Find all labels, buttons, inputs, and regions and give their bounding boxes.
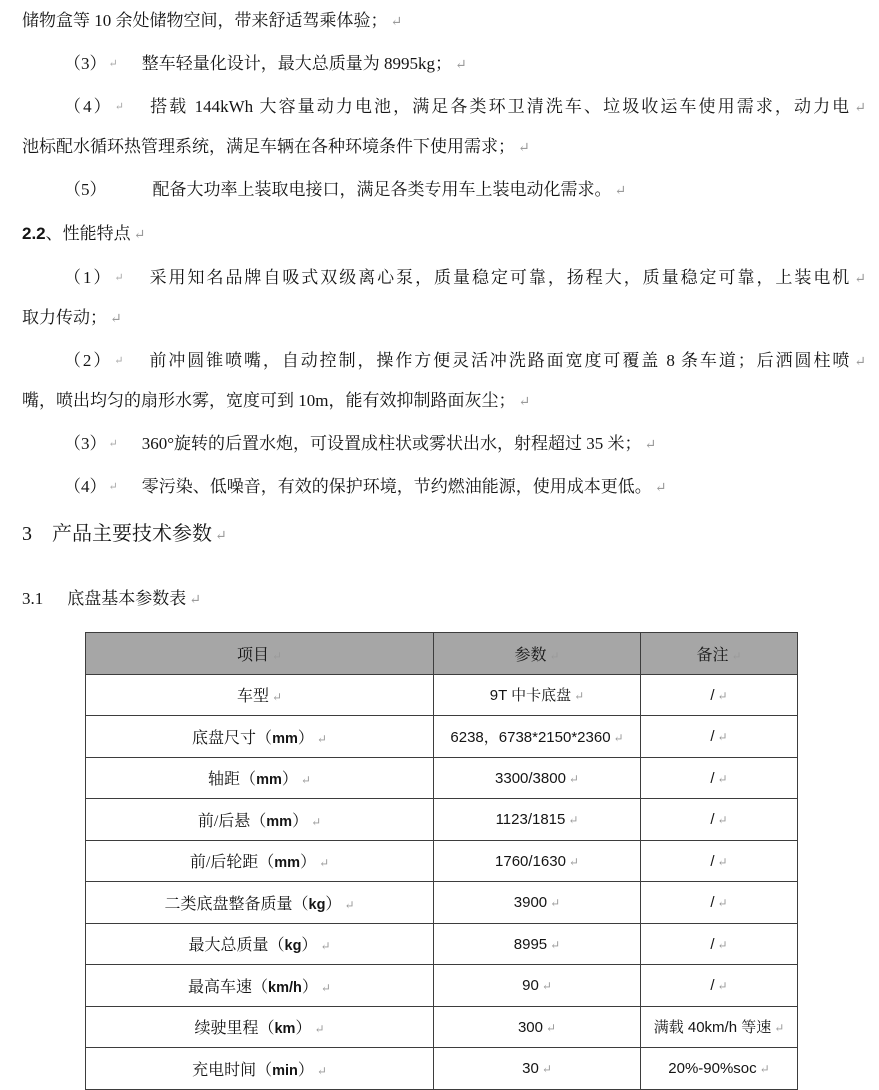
paragraph-storage <box>22 2 866 42</box>
table-row <box>86 882 798 924</box>
tab-mark: ↵ <box>114 272 124 284</box>
paragraph-line <box>22 259 866 299</box>
paragraph-text: 配备大功率上装取电接口，满足各类专用车上装电动化需求。 <box>152 180 612 199</box>
paragraph-text: 前冲圆锥喷嘴，自动控制，操作方便灵活冲洗路面宽度可覆盖 8 条车道；后洒圆柱喷 <box>147 351 852 370</box>
value-text: 6238，6738*2150*2360 <box>450 728 611 746</box>
remark-text: / <box>710 935 715 953</box>
feature-3 <box>22 425 866 465</box>
item-number: （3） <box>64 434 107 453</box>
remark-text: / <box>710 852 715 870</box>
value-cell <box>434 799 641 841</box>
paragraph-line <box>22 342 866 382</box>
table-row <box>86 674 798 716</box>
item-unit: min <box>272 1062 298 1079</box>
tab-mark: ↵ <box>108 481 118 493</box>
remark-text: / <box>710 811 715 829</box>
section-number: 3 <box>22 523 32 545</box>
item-cell <box>86 840 434 882</box>
item-label-close: ） <box>281 771 298 789</box>
value-text: 3900 <box>513 894 548 912</box>
paragraph-mark: ↵ <box>541 1062 552 1077</box>
item-label: 底盘尺寸（ <box>192 729 273 747</box>
item-cell <box>86 799 434 841</box>
paragraph-mark: ↵ <box>717 854 728 869</box>
value-cell <box>434 674 641 716</box>
value-text: 9T 中卡底盘 <box>489 687 572 705</box>
remark-cell <box>641 840 798 882</box>
paragraph-text: 取力传动； <box>22 308 107 327</box>
paragraph-line <box>22 88 866 128</box>
value-cell <box>434 965 641 1007</box>
tab-mark: ↵ <box>114 355 124 367</box>
paragraph-mark: ↵ <box>550 937 561 952</box>
item-label-close: ） <box>297 1061 314 1079</box>
paragraph-mark: ↵ <box>550 896 561 911</box>
section-title: 性能特点 <box>62 224 131 243</box>
section-number: 2.2 <box>22 224 46 243</box>
item-label: 前/后悬（ <box>197 812 267 830</box>
item-unit: km <box>274 1021 296 1038</box>
item-number: （1） <box>64 268 113 287</box>
paragraph-mark: ↵ <box>614 184 627 199</box>
paragraph-mark: ↵ <box>613 730 624 745</box>
table-row <box>86 1006 798 1048</box>
item-number: （5） <box>64 180 107 199</box>
paragraph-text: 搭载 144kWh 大容量动力电池，满足各类环卫清洗车、垃圾收运车使用需求，动力电 <box>148 97 852 116</box>
paragraph-mark: ↵ <box>271 648 283 663</box>
header-label: 备注 <box>696 646 729 664</box>
paragraph-mark: ↵ <box>316 1063 327 1078</box>
paragraph-mark: ↵ <box>568 854 579 869</box>
paragraph-mark: ↵ <box>271 690 283 705</box>
paragraph-mark: ↵ <box>320 939 331 954</box>
item-number: （2） <box>64 351 113 370</box>
table-header-remark <box>641 633 798 675</box>
item-label: 充电时间（ <box>192 1061 273 1079</box>
table-header-item <box>86 633 434 675</box>
value-cell <box>434 716 641 758</box>
value-cell <box>434 840 641 882</box>
paragraph-item-5 <box>22 171 866 211</box>
paragraph-text: 嘴，喷出均匀的扇形水雾，宽度可到 10m，能有效抑制路面灰尘； <box>22 391 516 410</box>
item-cell <box>86 965 434 1007</box>
remark-text: / <box>710 894 715 912</box>
value-text: 3300/3800 <box>495 769 566 787</box>
table-header-param <box>434 633 641 675</box>
remark-text: / <box>710 728 715 746</box>
header-label: 参数 <box>514 646 547 664</box>
line-wrap-mark: ↵ <box>854 355 867 370</box>
remark-text: / <box>710 977 715 995</box>
paragraph-mark: ↵ <box>314 1022 325 1037</box>
value-cell <box>434 1048 641 1090</box>
value-cell <box>434 1006 641 1048</box>
paragraph-mark: ↵ <box>390 15 403 30</box>
paragraph-mark: ↵ <box>518 141 530 156</box>
paragraph-mark: ↵ <box>541 979 552 994</box>
remark-cell <box>641 757 798 799</box>
remark-cell <box>641 1048 798 1090</box>
paragraph-text: 储物盒等 10 余处储物空间，带来舒适驾乘体验； <box>22 11 388 30</box>
table-row <box>86 716 798 758</box>
table-row <box>86 965 798 1007</box>
paragraph-mark: ↵ <box>717 688 728 703</box>
item-label: 最大总质量（ <box>188 937 285 955</box>
paragraph-mark: ↵ <box>774 1021 785 1036</box>
section-heading-2-2 <box>22 214 866 256</box>
paragraph-text: 零污染、低噪音，有效的保护环境，节约燃油能源，使用成本更低。 <box>141 477 652 496</box>
paragraph-mark: ↵ <box>319 856 330 871</box>
item-unit: mm <box>274 855 301 872</box>
paragraph-mark: ↵ <box>731 648 742 663</box>
paragraph-mark: ↵ <box>654 481 667 496</box>
item-label: 最高车速（ <box>188 978 269 996</box>
remark-cell <box>641 799 798 841</box>
feature-1 <box>22 259 866 339</box>
paragraph-mark: ↵ <box>717 979 728 994</box>
line-wrap-mark: ↵ <box>854 272 867 287</box>
item-label-close: ） <box>301 937 318 955</box>
paragraph-mark: ↵ <box>717 730 728 745</box>
remark-cell <box>641 716 798 758</box>
item-label-close: ） <box>325 895 342 913</box>
remark-text: / <box>710 686 715 704</box>
paragraph-item-3 <box>22 45 866 85</box>
feature-4 <box>22 468 866 508</box>
paragraph-mark: ↵ <box>545 1020 557 1035</box>
value-text: 90 <box>522 977 539 995</box>
remark-cell <box>641 923 798 965</box>
paragraph-mark: ↵ <box>549 648 560 663</box>
paragraph-mark: ↵ <box>518 395 531 410</box>
header-label: 项目 <box>236 646 269 664</box>
tab-mark: ↵ <box>114 101 124 113</box>
paragraph-mark: ↵ <box>759 1062 770 1077</box>
paragraph-mark: ↵ <box>717 813 728 828</box>
item-unit: mm <box>256 772 282 789</box>
paragraph-item-4 <box>22 88 866 168</box>
section-number: 3.1 <box>22 589 44 608</box>
paragraph-mark: ↵ <box>717 771 728 786</box>
item-label: 二类底盘整备质量（ <box>164 895 309 913</box>
paragraph-line <box>22 382 866 422</box>
remark-text: 20%-90%soc <box>668 1060 757 1078</box>
value-text: 300 <box>517 1018 543 1036</box>
paragraph-mark: ↵ <box>568 813 579 828</box>
remark-cell <box>641 882 798 924</box>
paragraph-mark: ↵ <box>316 731 327 746</box>
item-unit: kg <box>284 938 302 955</box>
item-label-close: ） <box>300 854 317 872</box>
remark-cell <box>641 674 798 716</box>
paragraph-mark: ↵ <box>717 896 728 911</box>
item-label-close: ） <box>292 812 309 830</box>
paragraph-mark: ↵ <box>568 771 579 786</box>
item-cell <box>86 1006 434 1048</box>
item-label: 轴距（ <box>208 771 257 789</box>
paragraph-text: 360°旋转的后置水炮，可设置成柱状或雾状出水，射程超过 35 米； <box>141 434 642 453</box>
paragraph-mark: ↵ <box>189 593 201 608</box>
value-text: 30 <box>522 1060 539 1078</box>
item-cell <box>86 716 434 758</box>
item-number: （4） <box>64 97 113 116</box>
paragraph-mark: ↵ <box>574 689 585 704</box>
table-row <box>86 1048 798 1090</box>
item-cell <box>86 674 434 716</box>
value-text: 1760/1630 <box>495 852 566 870</box>
paragraph-mark: ↵ <box>133 228 146 243</box>
line-wrap-mark: ↵ <box>854 101 867 116</box>
table-header-row <box>86 633 798 675</box>
paragraph-mark: ↵ <box>454 58 467 73</box>
item-label-close: ） <box>297 729 314 747</box>
value-cell <box>434 923 641 965</box>
paragraph-mark: ↵ <box>311 814 322 829</box>
table-row <box>86 923 798 965</box>
paragraph-mark: ↵ <box>300 773 311 788</box>
item-cell <box>86 882 434 924</box>
value-cell <box>434 757 641 799</box>
paragraph-mark: ↵ <box>344 897 355 912</box>
section-title: 底盘基本参数表 <box>67 589 187 608</box>
paragraph-text: 采用知名品牌自吸式双级离心泵，质量稳定可靠，扬程大，质量稳定可靠，上装电机 <box>147 268 852 287</box>
paragraph-mark: ↵ <box>110 312 122 327</box>
chassis-parameters-table <box>85 632 798 1090</box>
item-cell <box>86 757 434 799</box>
paragraph-mark: ↵ <box>320 980 331 995</box>
item-cell <box>86 923 434 965</box>
section-title: 产品主要技术参数 <box>52 523 212 545</box>
item-label: 续驶里程（ <box>194 1020 275 1038</box>
paragraph-mark: ↵ <box>717 937 728 952</box>
remark-cell <box>641 1006 798 1048</box>
table-row <box>86 799 798 841</box>
item-unit: mm <box>266 813 293 830</box>
section-heading-3 <box>22 511 866 560</box>
item-cell <box>86 1048 434 1090</box>
item-label: 车型 <box>236 688 269 706</box>
item-unit: km/h <box>268 979 302 996</box>
remark-text: 满载 40km/h 等速 <box>653 1019 772 1037</box>
tab-mark: ↵ <box>108 438 118 450</box>
section-separator: 、 <box>45 224 63 243</box>
paragraph-mark: ↵ <box>215 529 227 544</box>
item-number: （3） <box>64 54 107 73</box>
paragraph-mark: ↵ <box>644 438 657 453</box>
tab-mark: ↵ <box>108 58 118 70</box>
paragraph-line <box>22 128 866 168</box>
remark-text: / <box>710 769 715 787</box>
item-label-close: ） <box>295 1020 312 1038</box>
item-number: （4） <box>64 477 107 496</box>
item-unit: mm <box>272 730 298 747</box>
item-label: 前/后轮距（ <box>189 854 275 872</box>
value-text: 1123/1815 <box>495 811 566 829</box>
feature-2 <box>22 342 866 422</box>
value-text: 8995 <box>513 935 548 953</box>
item-label-close: ） <box>301 978 318 996</box>
table-row <box>86 840 798 882</box>
value-cell <box>434 882 641 924</box>
item-unit: kg <box>308 896 326 913</box>
section-heading-3-1 <box>22 580 866 620</box>
paragraph-text: 池标配水循环热管理系统，满足车辆在各种环境条件下使用需求； <box>22 137 515 156</box>
table-row <box>86 757 798 799</box>
remark-cell <box>641 965 798 1007</box>
paragraph-line <box>22 299 866 339</box>
paragraph-text: 整车轻量化设计，最大总质量为 8995kg； <box>141 54 452 73</box>
